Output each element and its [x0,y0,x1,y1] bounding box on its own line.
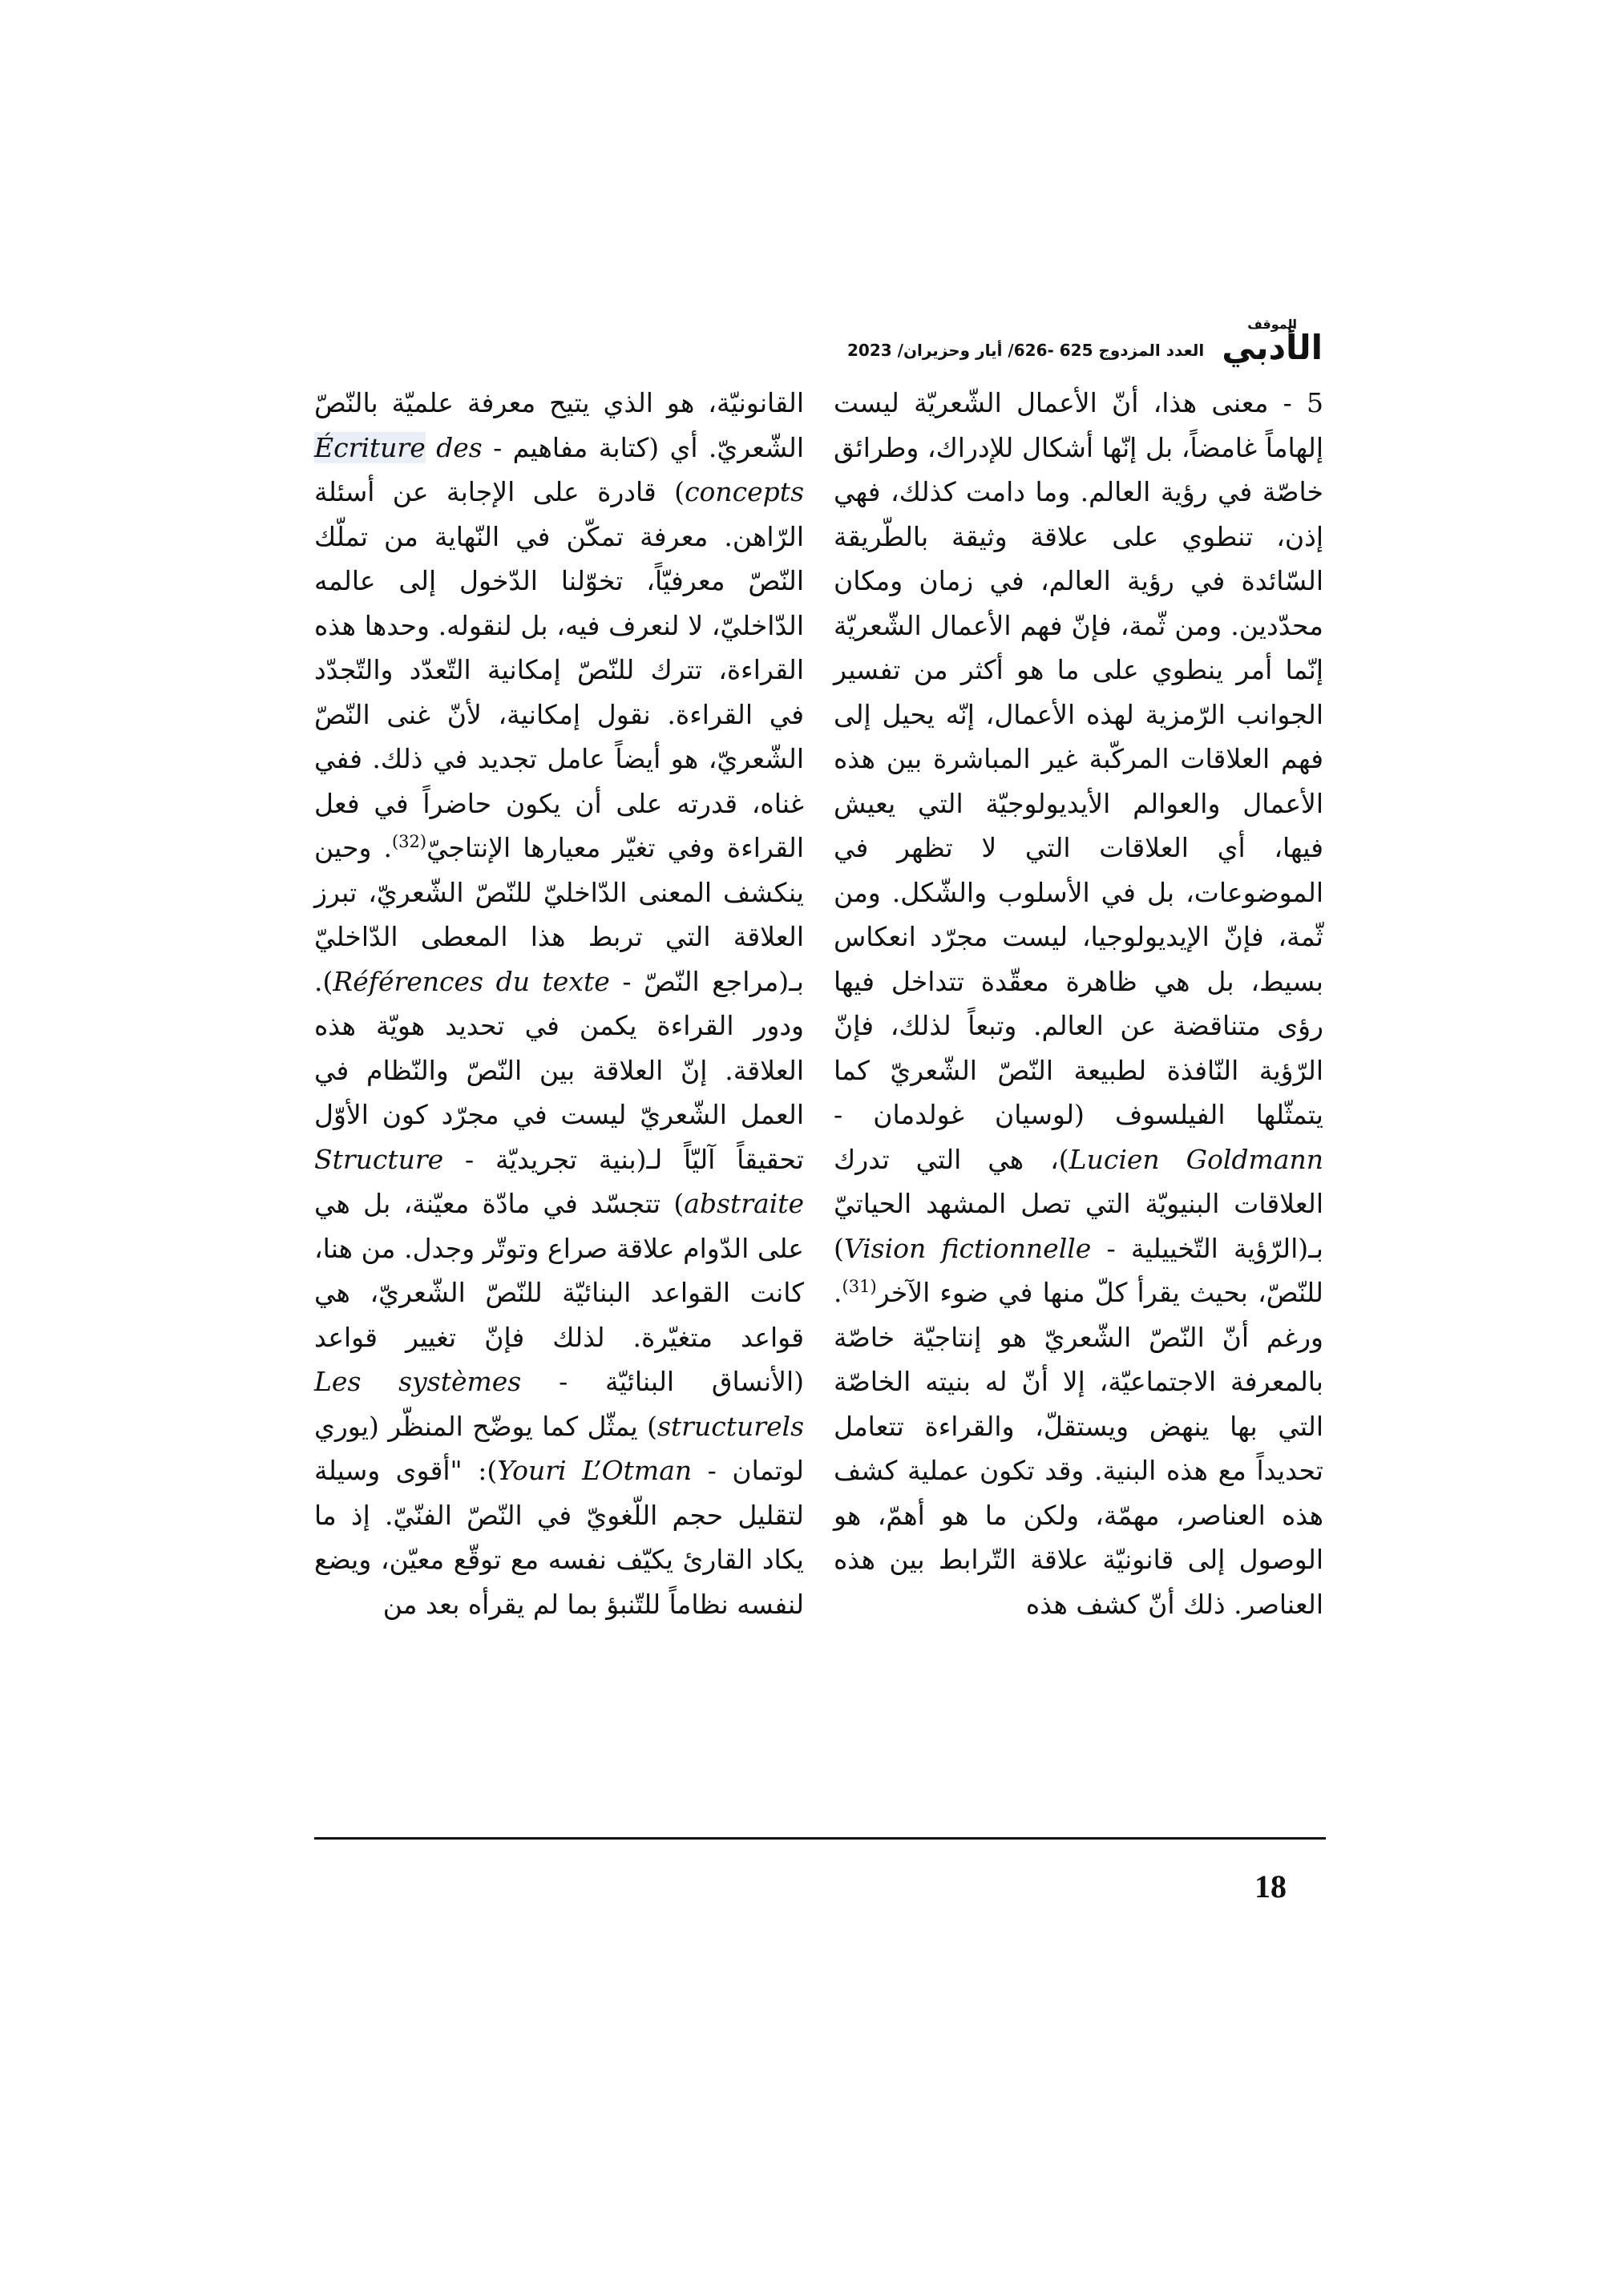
right-text-column [834,381,1323,1824]
text-run: ) يمثّل كما يوضّح المنظّر (يوري لوتمان - [314,1410,804,1486]
right-paragraph [834,381,1323,1626]
left-text-column [314,381,804,1824]
latin-term: Vision fictionnelle [843,1232,1092,1264]
running-header [802,317,1323,365]
text-run: ) قادرة على الإجابة عن أسئلة الرّاهن. معرفة تمكّن في النّهاية من تملّك النّصّ معرفيّاً، تخوّلنا الدّخول إلى عالمه الدّاخليّ، لا لنعرف فيه، بل لنقوله. وحدها هذه القراءة، تترك للنّصّ إمكانية التّعدّد والتّجدّد في القراءة. نقول إمكانية، لأنّ غنى النّصّ الشّعريّ، هو أيضاً عامل تجديد في ذلك. ففي غناه، قدرته على أن يكون حاضراً في فعل القراءة وفي تغيّر معيارها الإنتاجيّ [314,476,804,863]
footer-rule [314,1837,1326,1840]
text-run: )، هي التي تدرك العلاقات البنيويّة التي تصل المشهد الحياتيّ بـ(الرّؤية التّخييلية - [834,1143,1323,1264]
page-number: 18 [1254,1868,1287,1904]
text-run: ): "أقوى وسيلة لتقليل حجم اللّغويّ في النّصّ الفنّيّ. إذ ما يكاد القارئ يكيّف نفسه مع توقّع معيّن، ويضع لنفسه نظاماً للتّنبؤ بما لم يقرأه بعد من [314,1455,804,1620]
text-run: 5 - معنى هذا، أنّ الأعمال الشّعريّة ليست إلهاماً غامضاً، بل إنّها أشكال للإدراك، وطرائق خاصّة في رؤية العالم. وما دامت كذلك، فهي إذن، تنطوي على علاقة وثيقة بالطّريقة السّائدة في رؤية العالم، في زمان ومكان محدّدين. ومن ثّمة، فإنّ فهم الأعمال الشّعريّة إنّما أمر ينطوي على ما هو أكثر من تفسير الجوانب الرّمزية لهذه الأعمال، إنّه يحيل إلى فهم العلاقات المركّبة غير المباشرة بين هذه الأعمال والعوالم الأيديولوجيّة التي يعيش فيها، أي العلاقات التي لا تظهر في الموضوعات، بل في الأسلوب والشّكل. ومن ثّمة، فإنّ الإيديولوجيا، ليست مجرّد انعكاس بسيط، بل هي ظاهرة معقّدة تتداخل فيها رؤى متناقضة عن العالم. وتبعاً لذلك، فإنّ الرّؤية النّافذة لطبيعة النّصّ الشّعريّ كما يتمثّلها الفيلسوف (لوسيان غولدمان - [834,387,1323,1130]
text-run: . ورغم أنّ النّصّ الشّعريّ هو إنتاجيّة خاصّة بالمعرفة الاجتماعيّة، إلا أنّ له بنيته الخاصّة التي بها ينهض ويستقلّ، والقراءة تتعامل تحديداً مع هذه البنية. وقد تكون عملية كشف هذه العناصر، مهمّة، ولكن ما هو أهمّ، هو الوصول إلى قانونيّة علاقة التّرابط بين هذه العناصر. ذلك أنّ كشف هذه [834,1277,1323,1620]
text-run: ) تتجسّد في مادّة معيّنة، بل هي على الدّوام علاقة صراع وتوتّر وجدل. من هنا، كانت القواعد البنائيّة للنّصّ الشّعريّ، هي قواعد متغيّرة. لذلك فإنّ تغيير قواعد (الأنساق البنائيّة - [314,1188,804,1397]
text-run: ) للنّصّ، بحيث يقرأ كلّ منها في ضوء الآخر [834,1232,1323,1308]
footnote-ref: (31) [842,1277,877,1296]
logo-top-text: الموقف [1247,317,1298,332]
latin-term: Lucien Goldmann [1069,1143,1324,1175]
text-run: ). ودور القراءة يكمن في تحديد هويّة هذه العلاقة. إنّ العلاقة بين النّصّ والنّظام في العمل الشّعريّ ليست في مجرّد كون الأوّل تحقيقاً آليّاً لـ(بنية تجريديّة - [314,965,804,1175]
footnote-ref: (32) [391,832,427,851]
latin-term: des concepts [436,431,804,507]
journal-logo [1222,318,1323,365]
text-run: القانونيّة، هو الذي يتيح معرفة علميّة بالنّصّ الشّعريّ. أي (كتابة مفاهيم - [314,387,804,463]
logo-main-text: الأدبي [1222,328,1323,367]
left-paragraph [314,381,804,1626]
latin-term: Structure abstraite [314,1143,804,1219]
latin-term: Écriture [314,431,426,463]
latin-term: Youri L’Otman [497,1455,693,1486]
issue-info: العدد المزدوج 625 -626/ أيار وحزيران/ 2023 [847,341,1205,360]
latin-term: Les systèmes structurels [314,1366,804,1442]
latin-term: Références du texte [333,965,610,997]
text-run: . وحين ينكشف المعنى الدّاخليّ للنّصّ الشّعريّ، تبرز العلاقة التي تربط هذا المعطى الدّاخليّ بـ(مراجع النّصّ - [314,832,804,997]
